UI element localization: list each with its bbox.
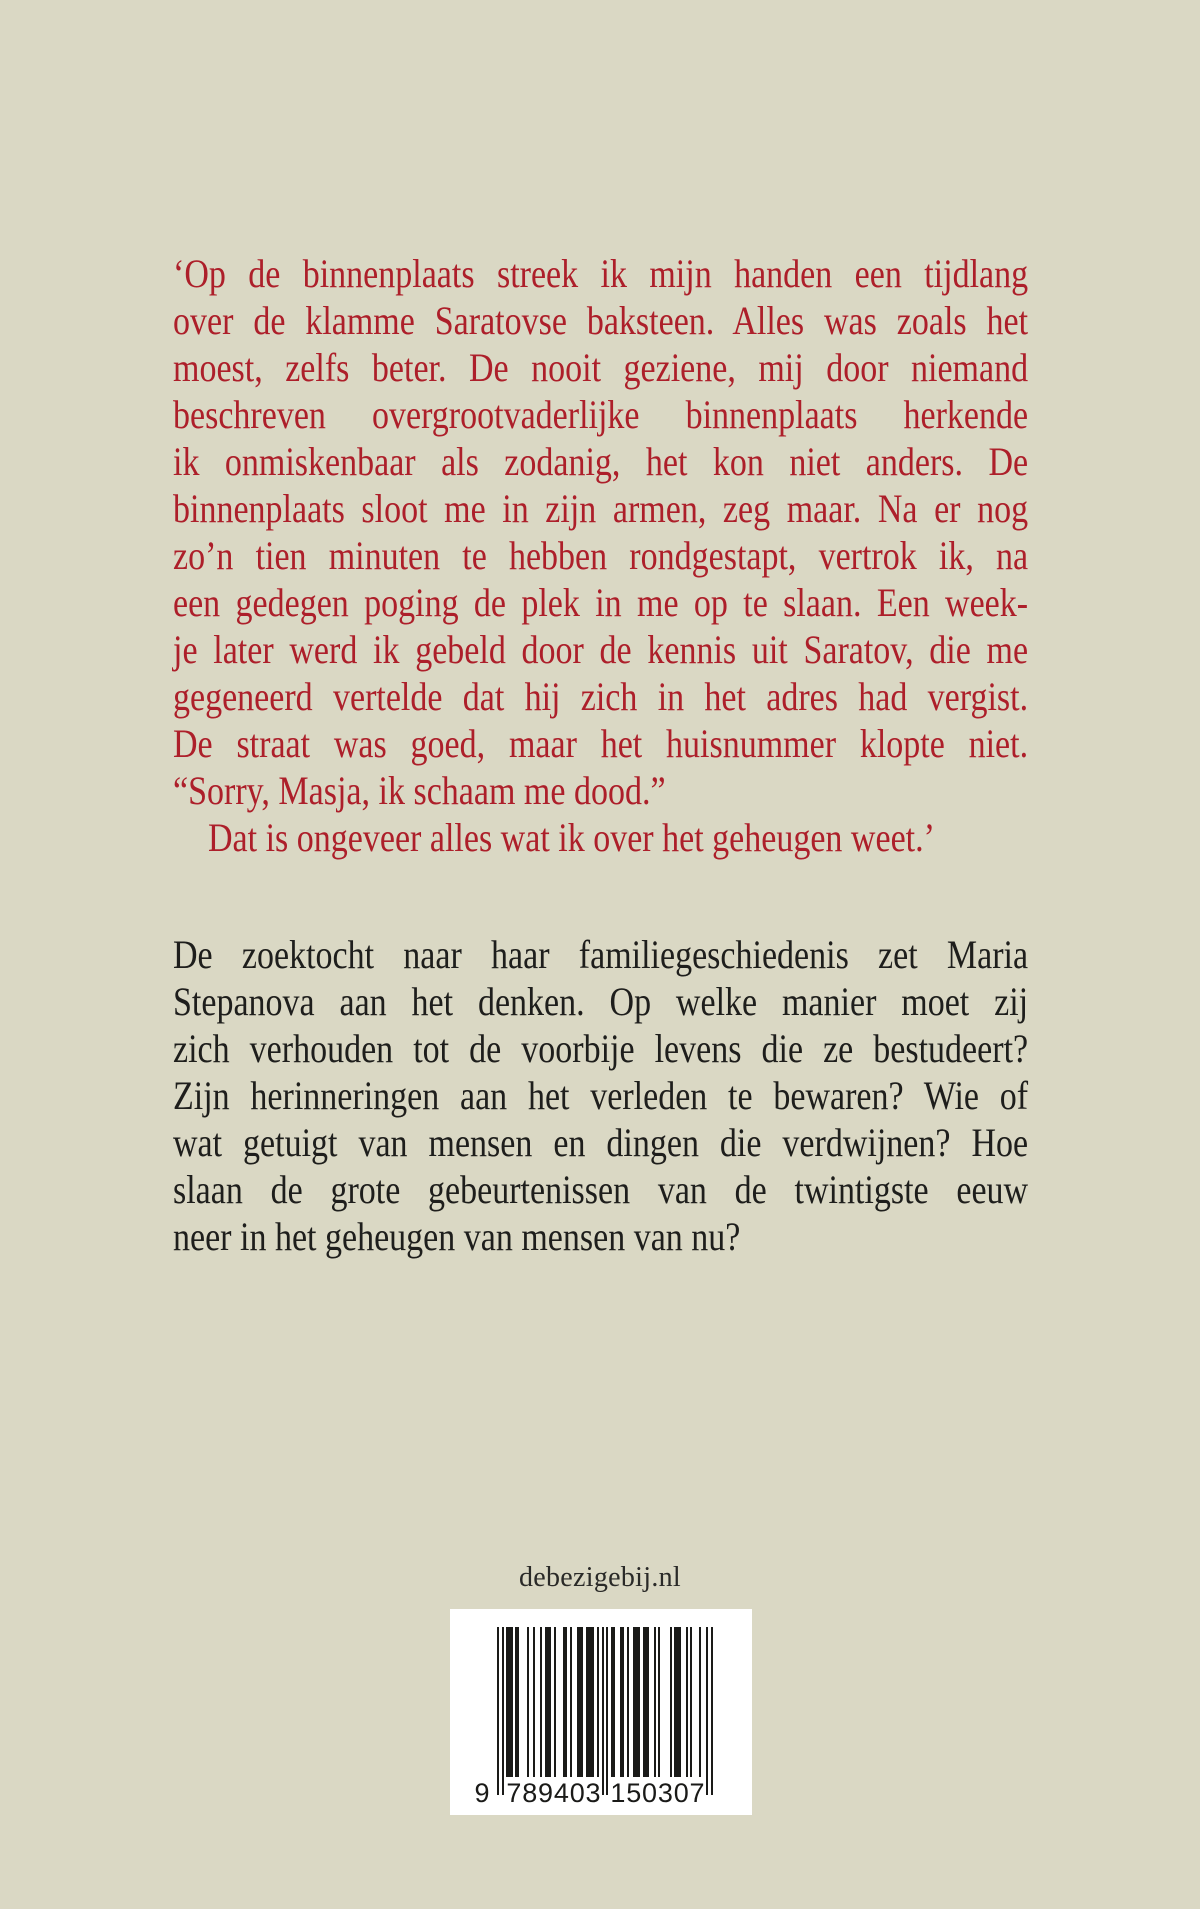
barcode-digit: 0: [569, 1778, 585, 1808]
barcode-digit: 3: [585, 1778, 601, 1808]
quote-line: beschreven overgrootvaderlijke binnenplaats herkende: [173, 392, 1029, 437]
barcode-digit: 3: [657, 1778, 673, 1808]
quote-line: over de klamme Saratovse baksteen. Alles was zoals het: [173, 298, 1029, 343]
publisher-url: debezigebij.nl: [518, 1562, 682, 1593]
quote-line: binnenplaats sloot me in zijn armen, zeg maar. Na er nog: [173, 486, 1029, 531]
barcode-bar: [711, 1627, 713, 1795]
quote-line: De straat was goed, maar het huisnummer klopte niet.: [173, 721, 1029, 766]
barcode-bar: [686, 1627, 688, 1777]
barcode-bar: [497, 1627, 499, 1795]
blurb-line: slaan de grote gebeurtenissen van de twintigste eeuw: [173, 1167, 1029, 1212]
barcode-bar: [699, 1627, 701, 1777]
quote-line: ik onmiskenbaar als zodanig, het kon niet anders. De: [173, 439, 1029, 484]
barcode-first-digit: [472, 1779, 492, 1807]
barcode-bar: [586, 1627, 595, 1777]
blurb-line: wat getuigt van mensen en dingen die verdwijnen? Hoe: [173, 1120, 1029, 1165]
quote-line: Dat is ongeveer alles wat ik over het geheugen weet.’: [208, 815, 935, 860]
barcode-bar: [515, 1627, 519, 1777]
barcode-bar: [597, 1627, 599, 1777]
quote-line: een gedegen poging de plek in me op te slaan. Een week-: [173, 580, 1029, 625]
barcode-left-digits: [506, 1779, 601, 1807]
blurb-line: Stepanova aan het denken. Op welke manier moet zij: [173, 979, 1029, 1024]
isbn-barcode: [450, 1609, 752, 1815]
blurb-line: De zoektocht naar haar familiegeschiedenis zet Maria: [173, 932, 1029, 977]
quote-line: zo’n tien minuten te hebben rondgestapt, vertrok ik, na: [173, 533, 1029, 578]
quote-line: “Sorry, Masja, ik schaam me dood.”: [173, 768, 666, 813]
barcode-bar: [670, 1627, 672, 1777]
barcode-bar: [706, 1627, 708, 1795]
barcode-digit: 9: [474, 1778, 490, 1808]
quote-line: ‘Op de binnenplaats streek ik mijn handen een tijdlang: [173, 251, 1029, 296]
barcode-bar: [527, 1627, 529, 1777]
barcode-bar: [577, 1627, 584, 1777]
barcode-bars: [497, 1627, 713, 1795]
barcode-bar: [506, 1627, 513, 1777]
blurb-line: zich verhouden tot de voorbije levens die ze bestudeert?: [173, 1026, 1029, 1071]
barcode-bar: [674, 1627, 681, 1777]
barcode-digit: 5: [626, 1778, 642, 1808]
barcode-digit: 7: [689, 1778, 705, 1808]
blurb-line: neer in het geheugen van mensen van nu?: [173, 1214, 741, 1259]
barcode-bar: [690, 1627, 692, 1777]
barcode-bar: [611, 1627, 615, 1777]
barcode-digit: 4: [553, 1778, 569, 1808]
barcode-digit: 0: [673, 1778, 689, 1808]
barcode-right-digits: [610, 1779, 705, 1807]
barcode-bar: [554, 1627, 556, 1777]
barcode-digit: 7: [506, 1778, 522, 1808]
barcode-digit: 0: [642, 1778, 658, 1808]
barcode-bar: [620, 1627, 624, 1777]
barcode-bar: [533, 1627, 535, 1777]
barcode-digit: 1: [610, 1778, 626, 1808]
barcode-digit: 9: [538, 1778, 554, 1808]
barcode-bar: [563, 1627, 567, 1777]
barcode-bar: [606, 1627, 608, 1795]
barcode-bar: [633, 1627, 640, 1777]
quote-line: gegeneerd vertelde dat hij zich in het adres had vergist.: [173, 674, 1029, 719]
quote-line: je later werd ik gebeld door de kennis uit Saratov, die me: [173, 627, 1029, 672]
barcode-bar: [654, 1627, 656, 1777]
barcode-bar: [643, 1627, 650, 1777]
barcode-bar: [502, 1627, 504, 1795]
barcode-bar: [540, 1627, 542, 1777]
barcode-bar: [658, 1627, 660, 1777]
blurb-line: Zijn herinneringen aan het verleden te bewaren? Wie of: [173, 1073, 1029, 1118]
quote-line: moest, zelfs beter. De nooit geziene, mij door niemand: [173, 345, 1029, 390]
barcode-bar: [602, 1627, 604, 1795]
barcode-bar: [545, 1627, 552, 1777]
barcode-digit: 8: [522, 1778, 538, 1808]
barcode-bar: [570, 1627, 572, 1777]
barcode-bar: [627, 1627, 629, 1777]
